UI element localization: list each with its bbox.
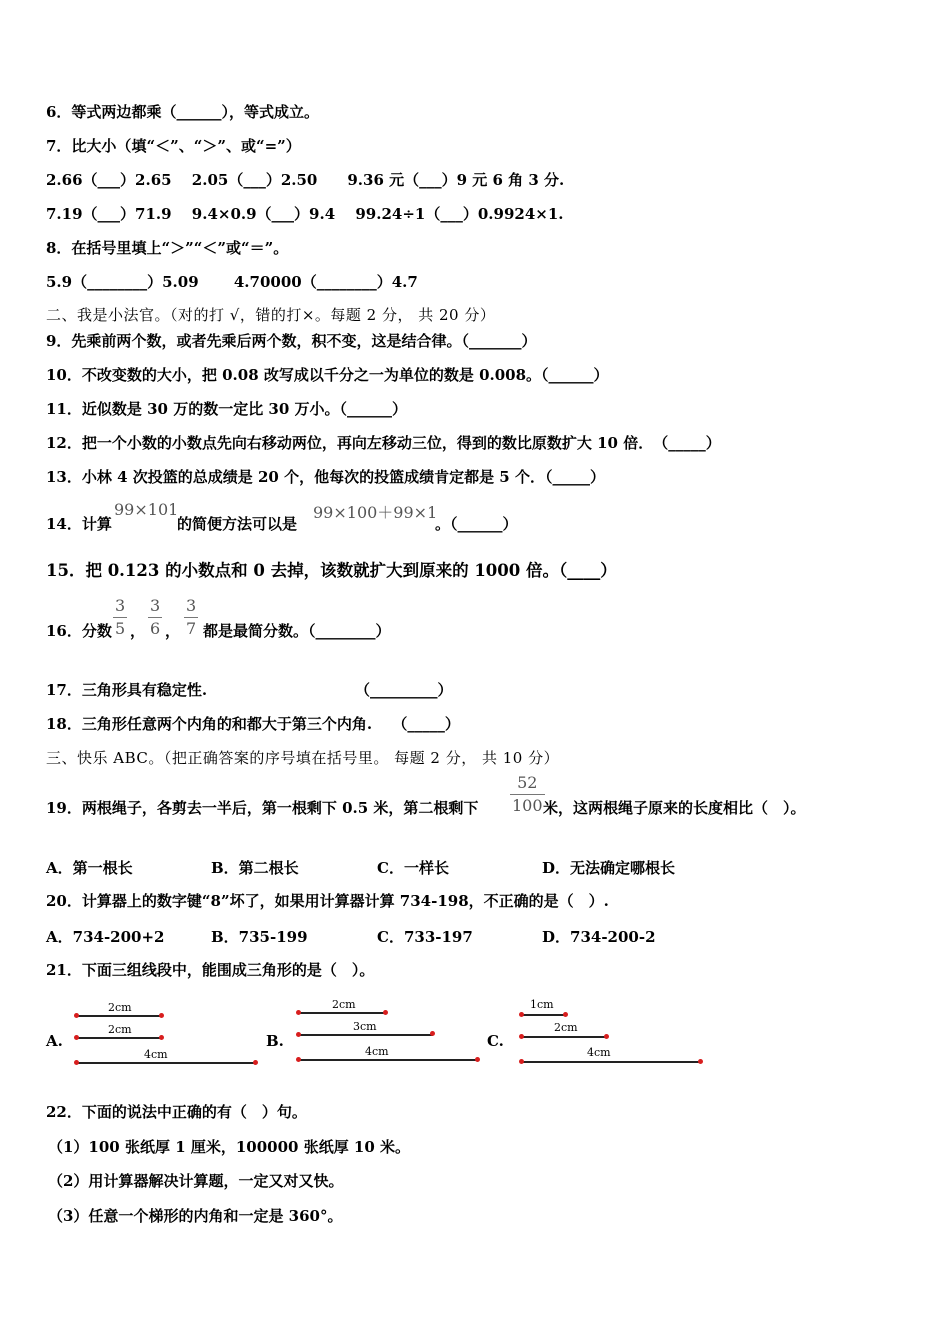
segment-label: 4cm — [587, 1046, 611, 1059]
segment-endpoint — [74, 1035, 79, 1040]
segment-endpoint — [74, 1060, 79, 1065]
section-3-heading: 三、快乐 ABC。（把正确答案的序号填在括号里。 每题 2 分， 共 10 分） — [46, 749, 560, 767]
question-16-separator: ， — [165, 622, 181, 640]
question-8-row: 5.9（________）5.09 4.70000（________）4.7 — [46, 273, 418, 291]
segment-endpoint — [563, 1012, 568, 1017]
question-19-fraction: $\frac{52}{100}$ — [512, 773, 543, 815]
line-segment — [521, 1036, 607, 1038]
question-11: 11．近似数是 30 万的数一定比 30 万小。（______） — [46, 400, 408, 418]
question-14-middle: 的简便方法可以是 — [177, 515, 298, 533]
question-6: 6．等式两边都乘（______），等式成立。 — [46, 103, 319, 121]
line-segment — [76, 1015, 162, 1017]
line-segment — [298, 1012, 386, 1014]
segment-endpoint — [519, 1012, 524, 1017]
line-segment — [521, 1061, 701, 1063]
question-22-statement-2: （2）用计算器解决计算题，一定又对又快。 — [48, 1172, 344, 1190]
segment-endpoint — [519, 1034, 524, 1039]
segment-endpoint — [383, 1010, 388, 1015]
question-20: 20．计算器上的数字键“8”坏了，如果用计算器计算 734-198，不正确的是（ ）. — [46, 892, 609, 910]
question-21-option-b[interactable]: B. — [266, 1032, 284, 1050]
segment-label: 3cm — [353, 1020, 377, 1033]
question-16-fraction-1: $\frac{3}{5}$ — [115, 596, 126, 638]
question-16-separator: ， — [130, 622, 146, 640]
segment-endpoint — [159, 1035, 164, 1040]
segment-endpoint — [698, 1059, 703, 1064]
segment-endpoint — [296, 1010, 301, 1015]
segment-endpoint — [159, 1013, 164, 1018]
question-16-fraction-3: $\frac{3}{7}$ — [186, 596, 197, 638]
segment-label: 2cm — [554, 1021, 578, 1034]
question-9: 9．先乘前两个数，或者先乘后两个数，积不变，这是结合律。（_______） — [46, 332, 537, 350]
question-21-option-c[interactable]: C. — [487, 1032, 504, 1050]
question-10: 10．不改变数的大小，把 0.08 改写成以千分之一为单位的数是 0.008。（______） — [46, 366, 609, 384]
segment-label: 1cm — [530, 998, 554, 1011]
question-21: 21．下面三组线段中，能围成三角形的是（ ）。 — [46, 961, 375, 979]
segment-label: 4cm — [365, 1045, 389, 1058]
segment-endpoint — [74, 1013, 79, 1018]
question-22-statement-1: （1）100 张纸厚 1 厘米，100000 张纸厚 10 米。 — [48, 1138, 411, 1156]
question-17: 17．三角形具有稳定性. — [46, 681, 208, 699]
question-8: 8．在括号里填上“＞”“＜”或“＝”。 — [46, 239, 289, 257]
question-20-option-a[interactable]: A．734-200+2 — [46, 928, 165, 946]
question-19-option-d[interactable]: D．无法确定哪根长 — [542, 859, 676, 877]
line-segment — [298, 1059, 478, 1061]
question-19-option-b[interactable]: B．第二根长 — [211, 859, 299, 877]
question-19-option-c[interactable]: C．一样长 — [377, 859, 449, 877]
question-20-option-c[interactable]: C．733-197 — [377, 928, 473, 946]
question-14-suffix: 。（______） — [435, 515, 518, 533]
line-segment — [76, 1037, 162, 1039]
question-20-option-d[interactable]: D．734-200-2 — [542, 928, 656, 946]
segment-endpoint — [519, 1059, 524, 1064]
question-13: 13．小林 4 次投篮的总成绩是 20 个，他每次的投篮成绩肯定都是 5 个．（_____） — [46, 468, 605, 486]
segment-endpoint — [296, 1032, 301, 1037]
segment-label: 2cm — [108, 1023, 132, 1036]
question-19-prefix: 19．两根绳子，各剪去一半后，第一根剩下 0.5 米，第二根剩下 — [46, 799, 479, 817]
question-17-blank: （_________） — [355, 681, 453, 699]
segment-label: 2cm — [332, 998, 356, 1011]
question-7-row-b: 7.19（___）71.9 9.4×0.9（___）9.4 99.24÷1（___）0.9924×1. — [46, 205, 564, 223]
question-12: 12．把一个小数的小数点先向右移动两位，再向左移动三位，得到的数比原数扩大 10 倍． （_____） — [46, 434, 721, 452]
question-22-statement-3: （3）任意一个梯形的内角和一定是 360°。 — [48, 1207, 343, 1225]
segment-label: 2cm — [108, 1001, 132, 1014]
segment-endpoint — [604, 1034, 609, 1039]
question-19-option-a[interactable]: A．第一根长 — [46, 859, 133, 877]
question-14-expression-1: 99×101 — [114, 500, 179, 519]
segment-endpoint — [253, 1060, 258, 1065]
line-segment — [298, 1034, 433, 1036]
question-20-option-b[interactable]: B．735-199 — [211, 928, 308, 946]
question-15: 15．把 0.123 的小数点和 0 去掉，该数就扩大到原来的 1000 倍。（____） — [46, 561, 617, 580]
segment-endpoint — [430, 1031, 435, 1036]
question-16-suffix: 都是最简分数。（________） — [203, 622, 391, 640]
segment-endpoint — [475, 1057, 480, 1062]
section-2-heading: 二、我是小法官。（对的打 √，错的打×。每题 2 分， 共 20 分） — [46, 306, 496, 324]
question-22: 22．下面的说法中正确的有（ ）句。 — [46, 1103, 307, 1121]
question-16-prefix: 16．分数 — [46, 622, 112, 640]
question-16-fraction-2: $\frac{3}{6}$ — [150, 596, 161, 638]
line-segment — [76, 1062, 256, 1064]
question-18: 18．三角形任意两个内角的和都大于第三个内角. （_____） — [46, 715, 460, 733]
question-7: 7．比大小（填“＜”、“＞”、或“=”） — [46, 137, 301, 155]
segment-label: 4cm — [144, 1048, 168, 1061]
segment-endpoint — [296, 1057, 301, 1062]
question-14-expression-2: 99×100＋99×1 — [313, 503, 438, 522]
question-21-option-a[interactable]: A. — [46, 1032, 63, 1050]
question-14-prefix: 14．计算 — [46, 515, 112, 533]
question-7-row-a: 2.66（___）2.65 2.05（___）2.50 9.36 元（___）9 元 6 角 3 分. — [46, 171, 565, 189]
question-19-suffix: 米，这两根绳子原来的长度相比（ ）。 — [543, 799, 806, 817]
line-segment — [521, 1014, 566, 1016]
